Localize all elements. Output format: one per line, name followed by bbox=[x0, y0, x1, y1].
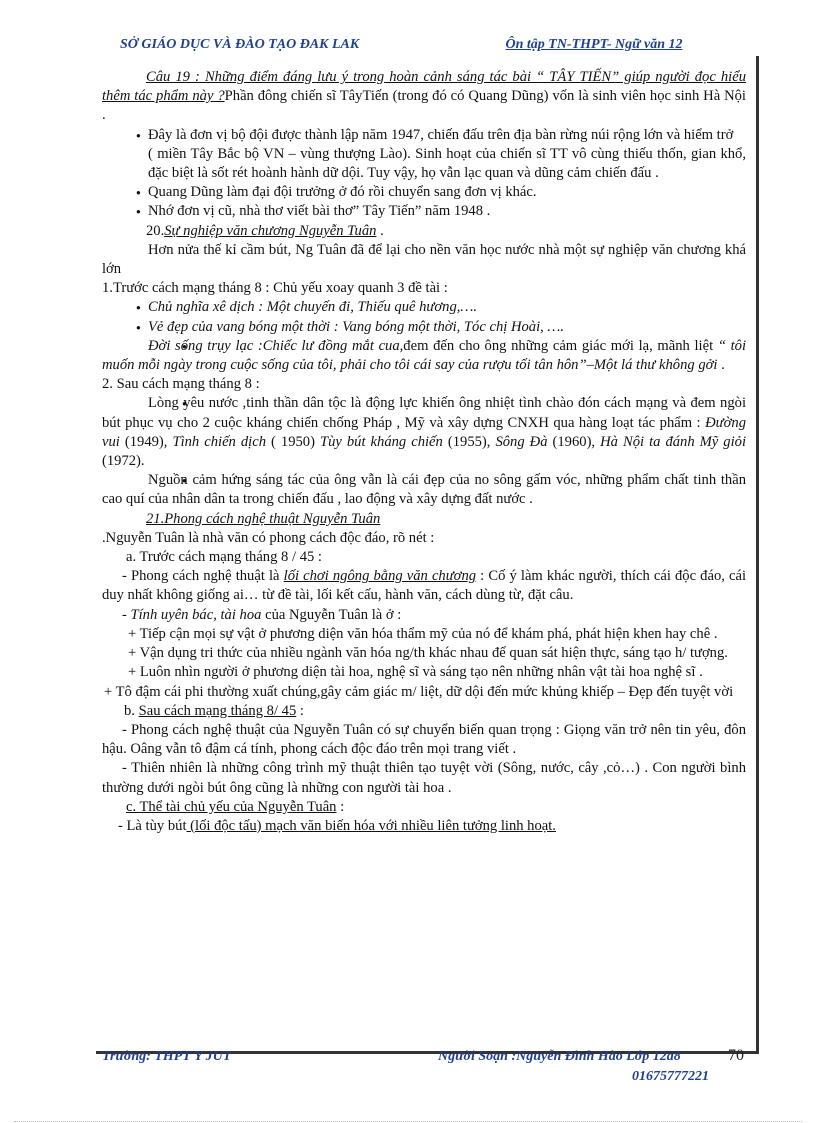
bullet-item bbox=[102, 394, 746, 471]
footer-school: Trường: THPT Y JUT bbox=[102, 1049, 232, 1064]
work-year: (1960), bbox=[547, 433, 601, 450]
subsection-heading: 2. Sau cách mạng tháng 8 : bbox=[102, 376, 260, 393]
page-footer bbox=[102, 1049, 750, 1093]
subsection-heading bbox=[102, 702, 746, 721]
dash-item: - Thiên nhiên là những công trình mỹ thuật thiên tạo tuyệt vời (Sông, nước, cây ,cỏ…) . Con người bình thường dưới ngòi bút ông cũng là những con người tài hoa . bbox=[102, 760, 746, 796]
header-course-title: Ôn tập TN-THPT- Ngữ văn 12 bbox=[505, 37, 683, 52]
plus-item: + Vận dụng tri thức của nhiều ngành văn hóa ng/th khác nhau để quan sát hiện thực, sáng tạo h/ tượng. bbox=[128, 645, 728, 662]
question-19-text: Phần đông chiến sĩ TâyTiến (trong đó có Quang Dũng) vốn là sinh viên học sinh Hà Nội . bbox=[102, 88, 746, 124]
question-19-title: Câu 19 : Những điểm đáng lưu ý trong hoàn cảnh sáng tác bài “ TÂY TIẾN” giúp người đọc hiểu thêm tác phẩm này ? bbox=[102, 69, 746, 105]
bullet-item: ● Quang Dũng làm đại đội trưởng ở đó rồi chuyển sang đơn vị khác. bbox=[102, 183, 746, 202]
subsection-heading: a. Trước cách mạng tháng 8 / 45 : bbox=[126, 549, 322, 566]
work-title: Tùy bút kháng chiến bbox=[319, 433, 443, 450]
paragraph: ( miền Tây Bắc bộ VN – vùng thượng Lào). Sinh hoạt của chiến sĩ TT vô cùng thiếu thốn, gian khổ, đặc biệt là sốt rét hoành hành dữ dội. Tuy vậy, họ vẫn lạc quan và dũng cảm chiến đấu . bbox=[148, 145, 746, 182]
section-20-title: Sự nghiệp văn chương Nguyễn Tuân bbox=[164, 222, 377, 239]
work-title: Hà Nội ta đánh Mỹ giỏi bbox=[600, 433, 747, 450]
plus-item: + Tiếp cận mọi sự vật ở phương diện văn hóa thẩm mỹ của nó để khám phá, phát hiện khen hay chê . bbox=[128, 625, 718, 642]
question-19 bbox=[102, 68, 746, 126]
dash-marker: - bbox=[122, 606, 131, 623]
bullet-end: . bbox=[717, 357, 725, 374]
subsection-title-end: : bbox=[296, 702, 304, 719]
footer-author: Người Soạn :Nguyễn Đình Hào Lớp 12a8 bbox=[438, 1049, 681, 1064]
page-number: 70 bbox=[728, 1047, 744, 1064]
bullet-text: đem đến cho ông những cảm giác mới lạ, mãnh liệt bbox=[403, 337, 718, 354]
bullet-item: ● Vẻ đẹp của vang bóng một thời : Vang bóng một thời, Tóc chị Hoài, …. bbox=[102, 318, 746, 337]
paragraph: Hơn nửa thế kỉ cầm bút, Ng Tuân đã để lại cho nền văn học nước nhà một sự nghiệp văn chương khá lớn bbox=[102, 241, 746, 278]
subsection-title: c. Thể tài chủ yếu của Nguyễn Tuân bbox=[126, 798, 337, 815]
page-header bbox=[112, 37, 738, 57]
work-title: Đường vui bbox=[102, 414, 746, 450]
document-body bbox=[102, 68, 746, 836]
bullet-item: ● Chủ nghĩa xê dịch : Một chuyến đi, Thiếu quê hương,…. bbox=[102, 298, 746, 317]
dash-item bbox=[102, 817, 746, 836]
subsection-heading: 1.Trước cách mạng tháng 8 : Chủ yếu xoay quanh 3 đề tài : bbox=[102, 280, 448, 297]
section-21-title: 21.Phong cách nghệ thuật Nguyễn Tuân bbox=[146, 510, 381, 527]
bullet-quote: “ tôi muốn mỗi ngày trong cuộc sống của tôi, phải cho tôi cái say của rượu tối tân hôn”–Một lá thư không gởi bbox=[102, 337, 746, 374]
dash-item: - Phong cách nghệ thuật của Nguyễn Tuân có sự chuyển biến quan trọng : Giọng văn trở nên tin yêu, đôn hậu. Oâng vẫn tô đậm cá tính, phong cách độc đáo trên mọi trang viết . bbox=[102, 721, 746, 758]
dash-text-underlined: (lối độc tấu) mạch văn biến hóa với nhiều liên tưởng linh hoạt. bbox=[186, 817, 556, 834]
dash-text-rest: : Cố ý làm khác người, thích cái độc đáo, cái duy nhất không giống ai… từ đề tài, lối kết cấu, hành văn, cách dùng từ, đặt câu. bbox=[102, 568, 747, 604]
work-year: (1949), bbox=[119, 433, 173, 450]
work-year: ( 1950) bbox=[266, 433, 320, 450]
work-title: Sông Đà bbox=[495, 433, 548, 450]
header-department: SỞ GIÁO DỤC VÀ ĐÀO TẠO ĐAK LAK bbox=[120, 37, 360, 52]
bullet-text-italic: Đời sống trụy lạc :Chiếc lư đồng mắt cua, bbox=[148, 337, 404, 354]
plus-item: + Tô đậm cái phi thường xuất chúng,gây cảm giác m/ liệt, dữ dội đến mức khủng khiếp – Đẹp đến tuyệt vời bbox=[104, 683, 734, 700]
dash-text: - Phong cách nghệ thuật là bbox=[122, 568, 284, 585]
subsection-label: b. bbox=[124, 702, 139, 719]
bullet-item: ● Đây là đơn vị bộ đội được thành lập năm 1947, chiến đấu trên địa bàn rừng núi rộng lớn và hiểm trở bbox=[102, 126, 746, 145]
bullet-item: ● Nhớ đơn vị cũ, nhà thơ viết bài thơ” Tây Tiến” năm 1948 . bbox=[102, 202, 746, 221]
paragraph: .Nguyễn Tuân là nhà văn có phong cách độc đáo, rõ nét : bbox=[102, 529, 435, 546]
bullet-text: Lòng yêu nước ,tinh thần dân tộc là động lực khiến ông nhiệt tình chào đón cách mạng và đem ngòi bút phục vụ cho 2 cuộc kháng chiến chống Pháp , Mỹ và xây dựng CNXH qua hàng loạt tác phẩm : bbox=[102, 395, 746, 431]
section-20-number: 20. bbox=[146, 222, 165, 239]
work-title: Tình chiến dịch bbox=[172, 433, 266, 450]
work-year: (1955), bbox=[442, 433, 496, 450]
section-20-title-end: . bbox=[376, 222, 384, 239]
dash-text-italic: lối chơi ngông bằng văn chương bbox=[283, 568, 477, 585]
section-20-heading bbox=[102, 222, 746, 241]
dash-item bbox=[102, 606, 746, 625]
plus-item: + Luôn nhìn người ở phương diện tài hoa, nghệ sĩ và sáng tạo nên những nhân vật tài hoa nghệ sĩ . bbox=[128, 664, 703, 681]
bullet-item: ● Nguồn cảm hứng sáng tác của ông vẫn là cái đẹp của no sông gấm vóc, những phẩm chất tinh thần cao quí của nhân dân ta trong chiến đấu , lao động và xây dựng đất nước . bbox=[102, 471, 746, 509]
bullet-item bbox=[102, 337, 746, 375]
footer-phone: 01675777221 bbox=[632, 1069, 709, 1084]
section-21-heading bbox=[102, 510, 746, 529]
dash-text-italic: Tính uyên bác, tài hoa bbox=[130, 606, 262, 623]
dash-text: - Là tùy bút bbox=[118, 817, 187, 834]
work-year: (1972). bbox=[102, 453, 145, 470]
dash-text-rest: của Nguyễn Tuân là ở : bbox=[261, 606, 402, 623]
subsection-title: Sau cách mạng tháng 8/ 45 bbox=[138, 702, 297, 719]
dash-item bbox=[102, 567, 746, 605]
bottom-dotted-line bbox=[14, 1121, 802, 1122]
subsection-title-end: : bbox=[336, 798, 345, 815]
subsection-heading bbox=[102, 798, 746, 817]
